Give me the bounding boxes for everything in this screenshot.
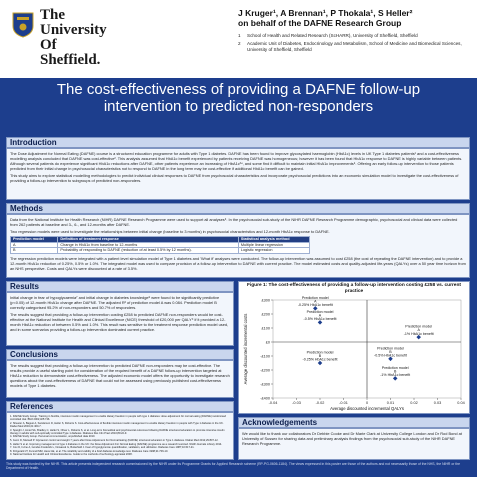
methods-body: Data from the National Institute for Health Research (NIHR) DAFNE Research Programme were used to support all analyses⁶. In the psychosocial sub-study of the NIHR DAFNE Research Programme demographic, psychosocial and clinical data were collected from 262 patients at baseline and 3-, 6-, and 12-months after DAFNE. Two regression models were used to investigate the relationships between initial change (baseline to 3 months) in psychosocial characteristics and 12-month HbA1c response to DAFNE. Prediction model Definition of treatment response Statistical analysis method A Change in HbA1c from baseline to 12-months Multiple linear regression B Probability of responding to DAFNE (reduction of at least 0.5% by 12 months). Logistic regression The regression prediction models were integrated with a patient level simulation model of Type 1 diabetes and 'What if' analyses were conducted. The follow-up intervention was assumed to cost £258 (the cost of repeating the DAFNE intervention) and to provide a 12-month HbA1c reduction of 0.25%, 0.5% or 1.0%. The integrated model was used to compare provision of a follow-up intervention to DAFNE with current practice. The model estimated costs and quality-adjusted life-years (QALYs) over a 50 year time horizon from an NHS perspective. Costs and QALYs were discounted at a rate of 3.5%.	[6, 214, 470, 278]
y-tick-label: -£100	[260, 354, 270, 359]
data-point-label: Prediction model B -1% HbA1c benefit	[380, 366, 411, 378]
university-crest-icon	[12, 12, 34, 38]
y-axis-label: Average discounted incremental costs	[243, 313, 248, 385]
reference-item: 4. DAFNE Study Group. Personal communication, unpublished data 2010.	[10, 435, 96, 439]
data-point-label: Prediction model B -0.5% HbA1c benefit	[374, 346, 407, 358]
affiliations	[238, 33, 468, 53]
funding-footer: This study was funded by the NIHR. This article presents independent research commissioned by the NIHR under its Programme Grants for Applied Research scheme (RP-PG-0606-1184). The views expressed in this poster are those of the authors and not necessarily those of the NHS, the NIHR or the Department of Health.	[6, 462, 460, 470]
x-tick-label: -0.01	[339, 401, 348, 406]
prediction-model-table: Prediction model Definition of treatment response Statistical analysis method A Change in HbA1c from baseline to 12-months Multiple linear regression B Probability of responding to DAFNE (reduction of at least 0.5% by 12 months). Logistic regression	[10, 236, 310, 254]
acknowledgements-body: We would like to thank our collaborators Dr Debbie Cooke and Dr Marie Clark at University College London and Dr Rod Bond at University of Sussex for sharing data and preliminary analysis findings from the psychosocial sub-study of the NIHR DAFNE Research Programme.	[238, 428, 470, 460]
cost-effectiveness-plane-chart	[239, 294, 471, 414]
conclusions-body: The results suggest that providing a follow-up intervention to predicted DAFNE non-responders may be cost-effective. The results provide a useful starting point for consideration of the required benefit of a DAFNE follow-up intervention targeted at HbA1c reduction to demonstrate cost-effectiveness. The adjusted economic model offers the opportunity to investigate research questions about the cost-effectiveness of DAFNE that could not be assessed using previously published cost-effectiveness models of Type 1 diabetes.	[6, 360, 234, 398]
introduction-body: The Dose Adjustment for Normal Eating (DAFNE) course is a structured education programme for adults with Type 1 diabetes. DAFNE has been found to improve glycosylated haemoglobin (HbA1c) levels in UK Type 1 diabetes patients¹ and a cost-effectiveness modelling analysis concluded that DAFNE was cost-effective². This analysis assumed that HbA1c benefit experienced by patients receiving DAFNE was homogeneous; however it has been found that HbA1c response to DAFNE is highly variable between patients. Although several patients do experience significant HbA1c reductions after DAFNE, other patients experience an increasing of HbA1c³⁴, and some find it difficult to maintain initial HbA1c improvements⁵. Offering an early follow-up intervention to those patients predicted from their initial change in psychosocial characteristics not to respond to DAFNE in the long term may be cost-effective if additional HbA1c benefit can be gained. This study aims to explore statistical modelling methodologies to predict individual clinical responses to DAFNE from psychosocial characteristics and incorporate psychosocial predictions into an economic simulation model to investigate the cost-effectiveness of providing a follow-up intervention to subgroups of predicted non-responders.	[6, 148, 470, 200]
references-heading: References	[6, 401, 234, 412]
reference-item: 2. Shearer A, Bagust A, Sanderson D, Heller S, Roberts S. Cost-effectiveness of flexible intensive insulin management to enable dietary freedom in people with Type 1 diabetes in the UK. Diabet Med 2004;21:460-7.	[10, 421, 224, 428]
data-point-label: Prediction model B -0.25% HbA1c benefit	[302, 350, 338, 362]
affiliation-item: 2 Academic Unit of Diabetes, Endocrinology and Metabolism, School of Medicine and Biomedical Sciences, University of Sheffield, Sheffield	[238, 41, 462, 52]
y-tick-label: £0	[265, 340, 270, 345]
figure-panel	[238, 281, 470, 414]
x-tick-label: 0.01	[386, 401, 395, 406]
reference-list	[10, 415, 230, 457]
reference-item: 1. DAFNE Study Group. Training in flexible, intensive insulin management to enable dietary freedom in people with type 1 diabetes: dose adjustment for normal eating (DAFNE) randomised controlled trial. BMJ 2002;325:746.	[10, 415, 226, 422]
affiliation-item: 1 School of Health and Related Research (ScHARR), University of Sheffield, Sheffield	[238, 33, 418, 38]
data-point-label: Prediction model A -0.25% HbA1c benefit	[297, 296, 333, 308]
data-point-label: Prediction model A -0.5% HbA1c benefit	[303, 310, 337, 322]
reference-item: 5. Gunn D, Mansell P. Glycaemic control and weight 7 years after Dose Adjustment For Normal Eating (DAFNE) structured education in Type 1 diabetes. Diabet Med 2012;29:807-12.	[10, 438, 219, 442]
poster-title: The cost-effectiveness of providing a DAFNE follow-up intervention to predicted non-responders	[56, 81, 421, 115]
reference-item: 3. Speight J, Amiel SA, Bradley C, Heller S, Oliver L, Roberts S, et al. Long-term biomedical and psychosocial outcomes following DAFNE structured education to promote intensive insulin therapy in adults with sub-optimally controlled Type 1 diabetes. Diabetes Res Clin Pract 2010;89:22-9.	[10, 428, 225, 435]
x-tick-label: 0.03	[433, 401, 442, 406]
acknowledgements-heading: Acknowledgements	[238, 417, 470, 428]
x-tick-label: -0.04	[268, 401, 278, 406]
table-row: B Probability of responding to DAFNE (reduction of at least 0.5% by 12 months). Logistic regression	[11, 248, 310, 254]
results-heading: Results	[6, 281, 234, 292]
y-tick-label: -£400	[260, 396, 270, 401]
author-list: J Kruger¹, A Brennan¹, P Thokala¹, S Heller² on behalf of the DAFNE Research Group	[238, 8, 413, 28]
methods-heading: Methods	[6, 203, 470, 214]
x-axis-label: Average discounted incremental QALYs	[330, 406, 404, 412]
reference-item: 7. Cox D, Irvine A, Gonder-Frederick L, Nowacek G, Butterfield J. Fear of hypoglycemia: quantification, validation, and utilization. Diabetes Care 1987;10:617-21.	[10, 446, 195, 450]
university-logo-text: The University Of Sheffield.	[40, 7, 107, 68]
table-row: A Change in HbA1c from baseline to 12-months Multiple linear regression	[11, 242, 310, 248]
x-tick-label: -0.02	[315, 401, 325, 406]
references-body	[6, 412, 234, 460]
poster-title-bar	[0, 78, 477, 118]
introduction-heading: Introduction	[6, 137, 470, 148]
x-tick-label: 0.04	[457, 401, 465, 406]
reference-item: 8. Fitzgerald JT, Funnell MM, Hess GE, et al. The reliability and validity of a brief diabetes knowledge test. Diabetes Care 1998;21:706-10.	[10, 449, 169, 453]
conclusions-heading: Conclusions	[6, 349, 234, 360]
reference-item: 6. Heller S et al. Improving management of type 1 diabetes in the UK: the Dose Adjustment For Normal Eating (DAFNE) programme as a research test-bed. NIHR Journals Library 2014.	[10, 442, 223, 446]
y-tick-label: -£200	[260, 368, 270, 373]
y-tick-label: £200	[261, 312, 270, 317]
y-tick-label: -£300	[260, 382, 270, 387]
poster-header	[0, 0, 477, 78]
x-tick-label: 0	[365, 401, 369, 406]
y-tick-label: £300	[261, 298, 270, 303]
x-tick-label: 0.02	[410, 401, 418, 406]
x-tick-label: -0.03	[292, 401, 301, 406]
figure-title: Figure 1: The cost-effectiveness of providing a follow-up intervention costing £258 vs. current practice	[246, 283, 462, 294]
y-tick-label: £100	[261, 326, 270, 331]
reference-item: 9. National Institute for Health and Clinical Excellence. Guide to the methods of technology appraisal 2008.	[10, 453, 133, 457]
results-body: Initial change in fear of hypoglycaemia⁷ and initial change in diabetes knowledge⁸ were found to be significantly predictive (p<0.05) of 12-month HbA1c change after DAFNE. The adjusted R² of prediction model A was 0.084. Prediction model B correctly categorised 95.2% of non-responders and 50.7% of responders. The results suggest that providing a follow-up intervention costing £258 to predicted DAFNE non-responders would be cost-effective at the National Institute for Health and Clinical Excellence (NICE) threshold of £20,000 per QALY⁹ if it provided a 12-month HbA1c reduction of between 0.5% and 1.0%. This result was sensitive to the treatment response prediction model used, and in some scenarios providing a follow-up intervention dominated current practice.	[6, 292, 234, 346]
data-point-label: Prediction model A -1% HbA1c benefit	[403, 324, 434, 336]
